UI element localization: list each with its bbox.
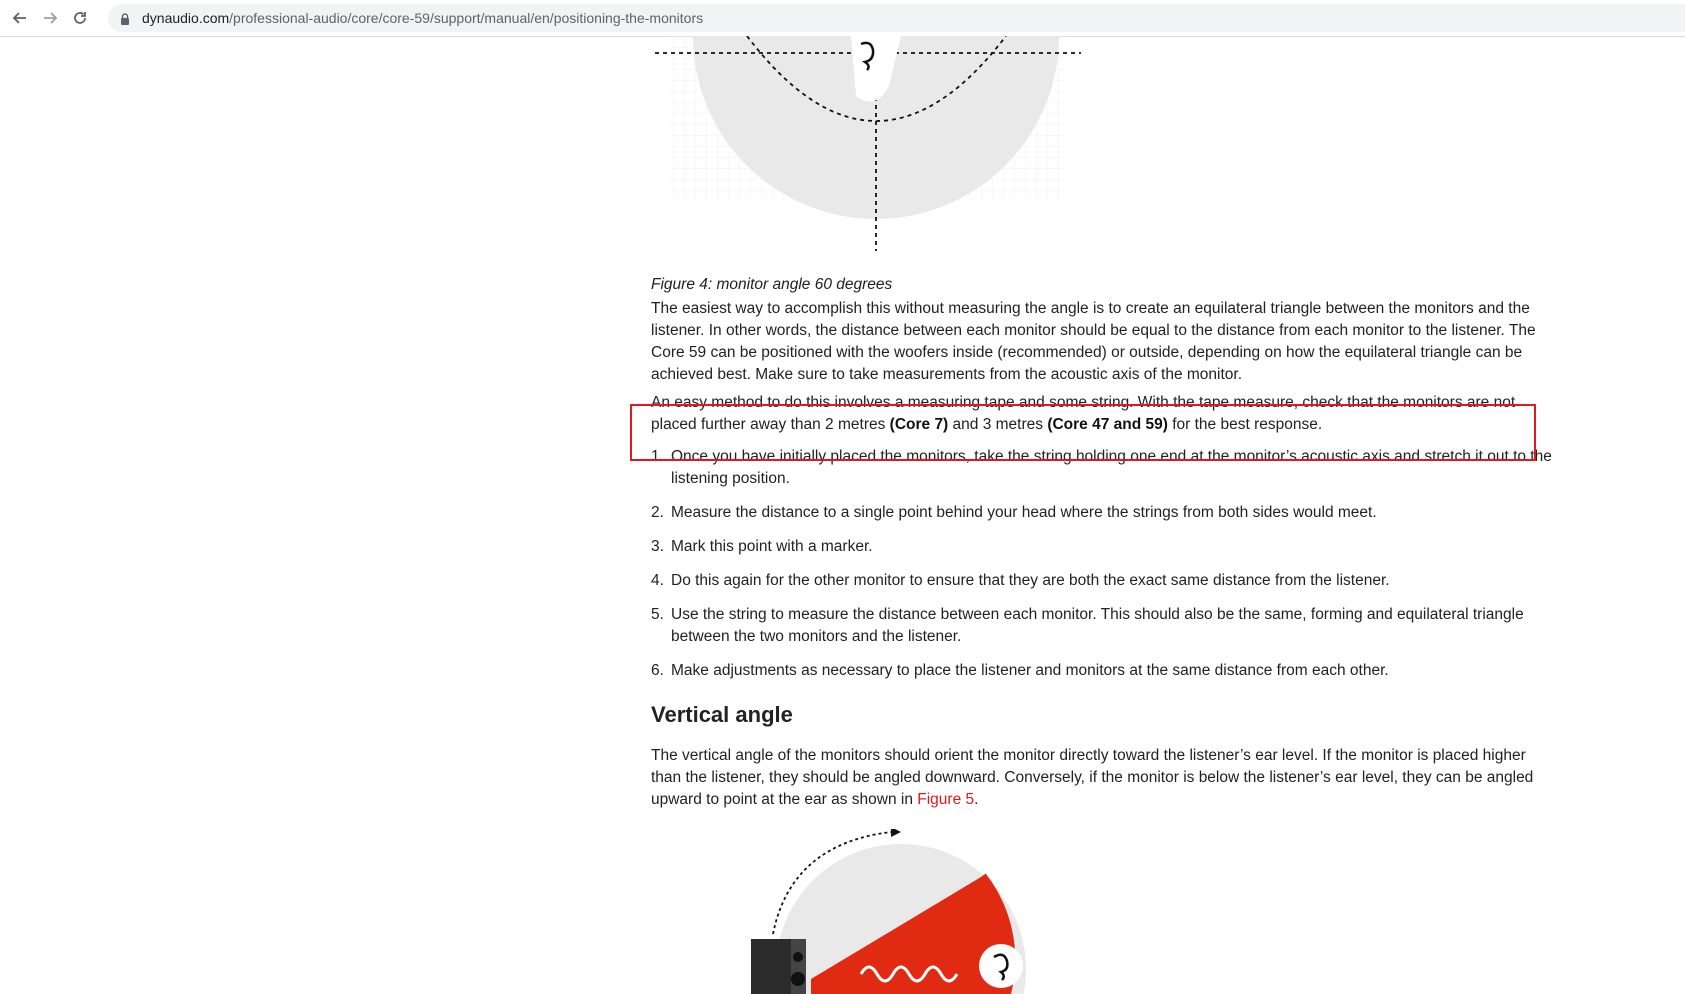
core47-59-emphasis: (Core 47 and 59) [1047, 416, 1168, 433]
figure-5-illustration [751, 829, 1071, 994]
list-item: 2. Measure the distance to a single point behind your head where the strings from both sides would meet. [651, 504, 1377, 521]
back-icon[interactable] [9, 7, 31, 29]
list-item: 5. Use the string to measure the distance between each monitor. This should also be the same, forming and equilateral triangle between the two monitors and the listener. [651, 606, 1524, 645]
list-item: 3. Mark this point with a marker. [651, 538, 873, 555]
list-item: 1. Once you have initially placed the monitors, take the string holding one end at the monitor’s acoustic axis and stretch it out to the listening position. [651, 448, 1552, 487]
figure-4-illustration [651, 36, 1111, 268]
section-heading-vertical-angle: Vertical angle [651, 702, 793, 727]
url-text[interactable]: dynaudio.com/professional-audio/core/core-59/support/manual/en/positioning-the-monitors [142, 10, 704, 26]
forward-icon[interactable] [39, 7, 61, 29]
paragraph-vertical-angle: The vertical angle of the monitors should orient the monitor directly toward the listener’s ear level. If the monitor is placed higher than the listener, they should be angled downward. Conversely, if the monitor is below the listener’s ear level, they can be angled upward to point at the ear as shown in Figure 5. [651, 747, 1534, 808]
paragraph-equilateral-triangle: The easiest way to accomplish this without measuring the angle is to create an equilateral triangle between the monitors and the listener. In other words, the distance between each monitor should be equal to the distance from each monitor to the listener. The Core 59 can be positioned with the woofers inside (recommended) or outside, depending on how the equilateral triangle can be achieved best. Make sure to take measurements from the acoustic axis of the monitor. [651, 300, 1536, 383]
list-item: 6. Make adjustments as necessary to place the listener and monitors at the same distance from each other. [651, 662, 1389, 679]
steps-list [651, 446, 1561, 694]
figure-4-caption: Figure 4: monitor angle 60 degrees [651, 276, 893, 293]
reload-icon[interactable] [69, 7, 91, 29]
browser-toolbar [0, 0, 1685, 37]
list-item: 4. Do this again for the other monitor to ensure that they are both the exact same distance from the listener. [651, 572, 1390, 589]
paragraph-text: An easy method to do this involves a measuring tape and some string. With the tape measure, check that the monitors are not placed further away than 2 metres [651, 394, 1516, 433]
address-bar[interactable] [108, 4, 1685, 32]
lock-icon[interactable] [120, 12, 130, 30]
core7-emphasis: (Core 7) [889, 416, 949, 433]
highlight-box [630, 404, 1536, 461]
paragraph-text: for the best response. [1167, 416, 1323, 433]
figure-5-link[interactable]: Figure 5 [917, 791, 975, 808]
paragraph-text: and 3 metres [948, 416, 1048, 433]
